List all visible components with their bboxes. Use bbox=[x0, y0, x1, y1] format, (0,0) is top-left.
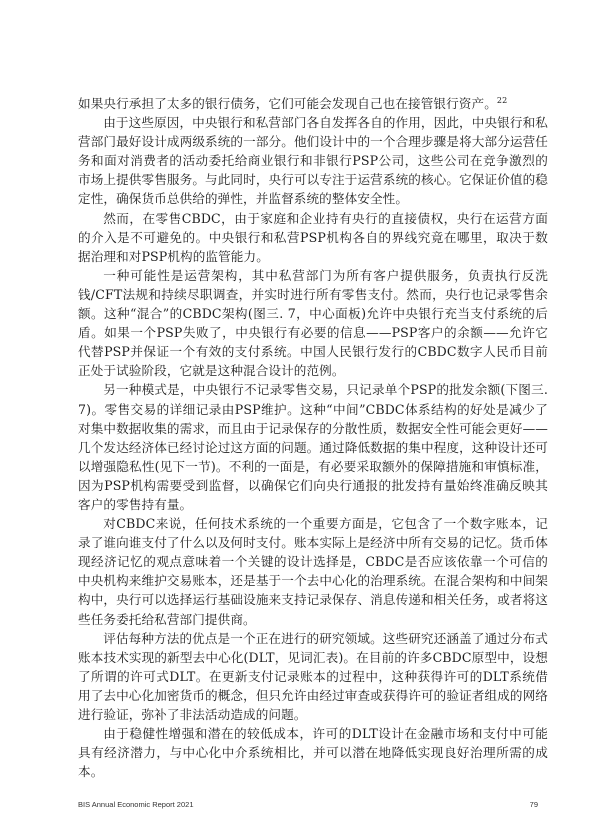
paragraph-6: 对CBDC来说，任何技术系统的一个重要方面是，它包含了一个数字账本，记录了谁向谁支付了什么以及何时支付。账本实际上是经济中所有交易的记忆。货币体现经济记忆的观点意味着一个关键的设计选择是，CBDC是否应该依靠一个可信的中央机构来维护交易账本，还是基于一个去中心化的治理系统。在混合架构和中间架构中，央行可以选择运行基础设施来支持记录保存、消息传递和相关任务，或者将这些任务委托给私营部门提供商。 bbox=[78, 516, 548, 627]
page-footer bbox=[78, 800, 538, 814]
paragraph-5: 另一种模式是，中央银行不记录零售交易，只记录单个PSP的批发余额(下图三. 7)。零售交易的详细记录由PSP维护。这种“中间”CBDC体系结构的好处是减少了对集中数据收集的需求，而且由于记录保存的分散性质，数据安全性可能会更好——几个发达经济体已经讨论过这方面的问题。通过降低数据的集中程度，这种设计还可以增强隐私性(见下一节)。不利的一面是，有必要采取额外的保障措施和审慎标准，因为PSP机构需要受到监督，以确保它们向央行通报的批发持有量始终准确反映其客户的零售持有量。 bbox=[78, 382, 548, 512]
paragraph-2: 由于这些原因，中央银行和私营部门各自发挥各自的作用，因此，中央银行和私营部门最好设计成两级系统的一部分。他们设计中的一个合理步骤是将大部分运营任务和面对消费者的活动委托给商业银行和非银行PSP公司，这些公司在竞争激烈的市场上提供零售服务。与此同时，央行可以专注于运营系统的核心。它保证价值的稳定性，确保货币总供给的弹性，并监督系统的整体安全性。 bbox=[78, 115, 548, 207]
paragraph-4: 一种可能性是运营架构，其中私营部门为所有客户提供服务，负责执行反洗钱/CFT法规和持续尽职调查，并实时进行所有零售支付。然而，央行也记录零售余额。这种“混合”的CBDC架构(图三. 7，中心面板)允许中央银行充当支付系统的后盾。如果一个PSP失败了，中央银行有必要的信息——PSP客户的余额——允许它代替PSP并保证一个有效的支付系统。中国人民银行发行的CBDC数字人民币目前正处于试验阶段，它就是这种混合设计的范例。 bbox=[78, 267, 548, 379]
paragraph-1-text: 如果央行承担了太多的银行债务，它们可能会发现自己也在接管银行资产。 bbox=[78, 96, 497, 111]
footer-page-number: 79 bbox=[529, 800, 538, 809]
footer-report-title: BIS Annual Economic Report 2021 bbox=[78, 800, 194, 809]
paragraph-8: 由于稳健性增强和潜在的较低成本，许可的DLT设计在金融市场和支付中可能具有经济潜力，与中心化中介系统相比，并可以潜在地降低实现良好治理所需的成本。 bbox=[78, 726, 548, 780]
body-text bbox=[78, 94, 548, 781]
footnote-marker[interactable]: 22 bbox=[496, 95, 508, 105]
paragraph-3: 然而，在零售CBDC，由于家庭和企业持有央行的直接债权，央行在运营方面的介入是不可避免的。中央银行和私营PSP机构各自的界线究竟在哪里，取决于数据治理和对PSP机构的监管能力。 bbox=[78, 210, 548, 264]
paragraph-1 bbox=[78, 94, 548, 113]
paragraph-7: 评估每种方法的优点是一个正在进行的研究领域。这些研究还涵盖了通过分布式账本技术实现的新型去中心化(DLT，见词汇表)。在目前的许多CBDC原型中，设想了所谓的许可式DLT。在更新支付记录账本的过程中，这种获得许可的DLT系统借用了去中心化加密货币的概念，但只允许由经过审查或获得许可的验证者组成的网络进行验证，弥补了非法活动造成的问题。 bbox=[78, 630, 548, 722]
